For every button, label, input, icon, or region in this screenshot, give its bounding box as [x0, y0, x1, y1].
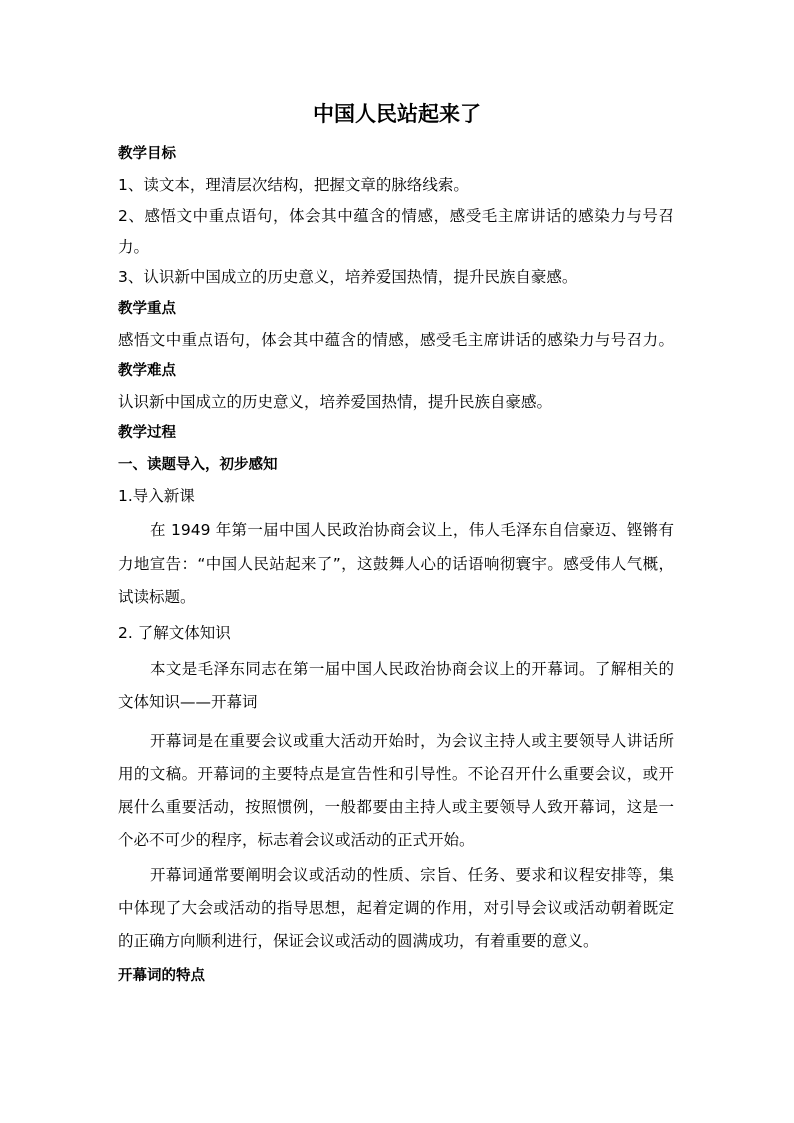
heading-teaching-process: 教学过程: [118, 425, 176, 441]
goal-3: 3、认识新中国成立的历史意义，培养爱国热情，提升民族自豪感。: [118, 268, 578, 286]
paragraph-opening-speech-line: 开幕词是在重要会议或重大活动开始时，为会议主持人或主要领导人讲话所: [150, 732, 674, 750]
heading-teaching-key-points: 教学重点: [118, 301, 176, 317]
subsection-2-heading: 2. 了解文体知识: [118, 624, 231, 642]
paragraph-purpose-line: 中体现了大会或活动的指导思想，起着定调的作用，对引导会议或活动朝着既定: [118, 899, 674, 917]
document-title: 中国人民站起来了: [313, 102, 481, 126]
paragraph-genre-line: 本文是毛泽东同志在第一届中国人民政治协商会议上的开幕词。了解相关的: [150, 660, 674, 678]
paragraph-purpose-line: 开幕词通常要阐明会议或活动的性质、宗旨、任务、要求和议程安排等，集: [150, 866, 674, 884]
heading-teaching-difficulties: 教学难点: [118, 363, 176, 379]
paragraph-intro-line: 试读标题。: [118, 588, 196, 606]
key-points-text: 感悟文中重点语句，体会其中蕴含的情感，感受毛主席讲话的感染力与号召力。: [118, 331, 674, 349]
paragraph-purpose-line: 的正确方向顺利进行，保证会议或活动的圆满成功，有着重要的意义。: [118, 932, 599, 950]
goal-2: 2、感悟文中重点语句，体会其中蕴含的情感，感受毛主席讲话的感染力与号召: [118, 207, 674, 225]
heading-opening-speech-features: 开幕词的特点: [118, 968, 205, 984]
goal-2-cont: 力。: [118, 238, 150, 256]
paragraph-opening-speech-line: 展什么重要活动，按照惯例，一般都要由主持人或主要领导人致开幕词，这是一: [118, 798, 674, 816]
section-1-heading: 一、读题导入，初步感知: [118, 457, 278, 473]
goal-1: 1、读文本，理清层次结构，把握文章的脉络线索。: [118, 176, 469, 194]
subsection-1-heading: 1.导入新课: [118, 487, 195, 505]
paragraph-opening-speech-line: 个必不可少的程序，标志着会议或活动的正式开始。: [118, 831, 475, 849]
heading-teaching-goals: 教学目标: [118, 146, 176, 162]
paragraph-intro-line: 在 1949 年第一届中国人民政治协商会议上，伟人毛泽东自信豪迈、铿锵有: [150, 521, 674, 539]
paragraph-genre-line: 文体知识——开幕词: [118, 693, 258, 711]
difficulties-text: 认识新中国成立的历史意义，培养爱国热情，提升民族自豪感。: [118, 393, 553, 411]
paragraph-intro-line: 力地宣告：“中国人民站起来了”，这鼓舞人心的话语响彻寰宇。感受伟人气概，: [118, 555, 674, 573]
paragraph-opening-speech-line: 用的文稿。开幕词的主要特点是宣告性和引导性。不论召开什么重要会议，或开: [118, 765, 674, 783]
